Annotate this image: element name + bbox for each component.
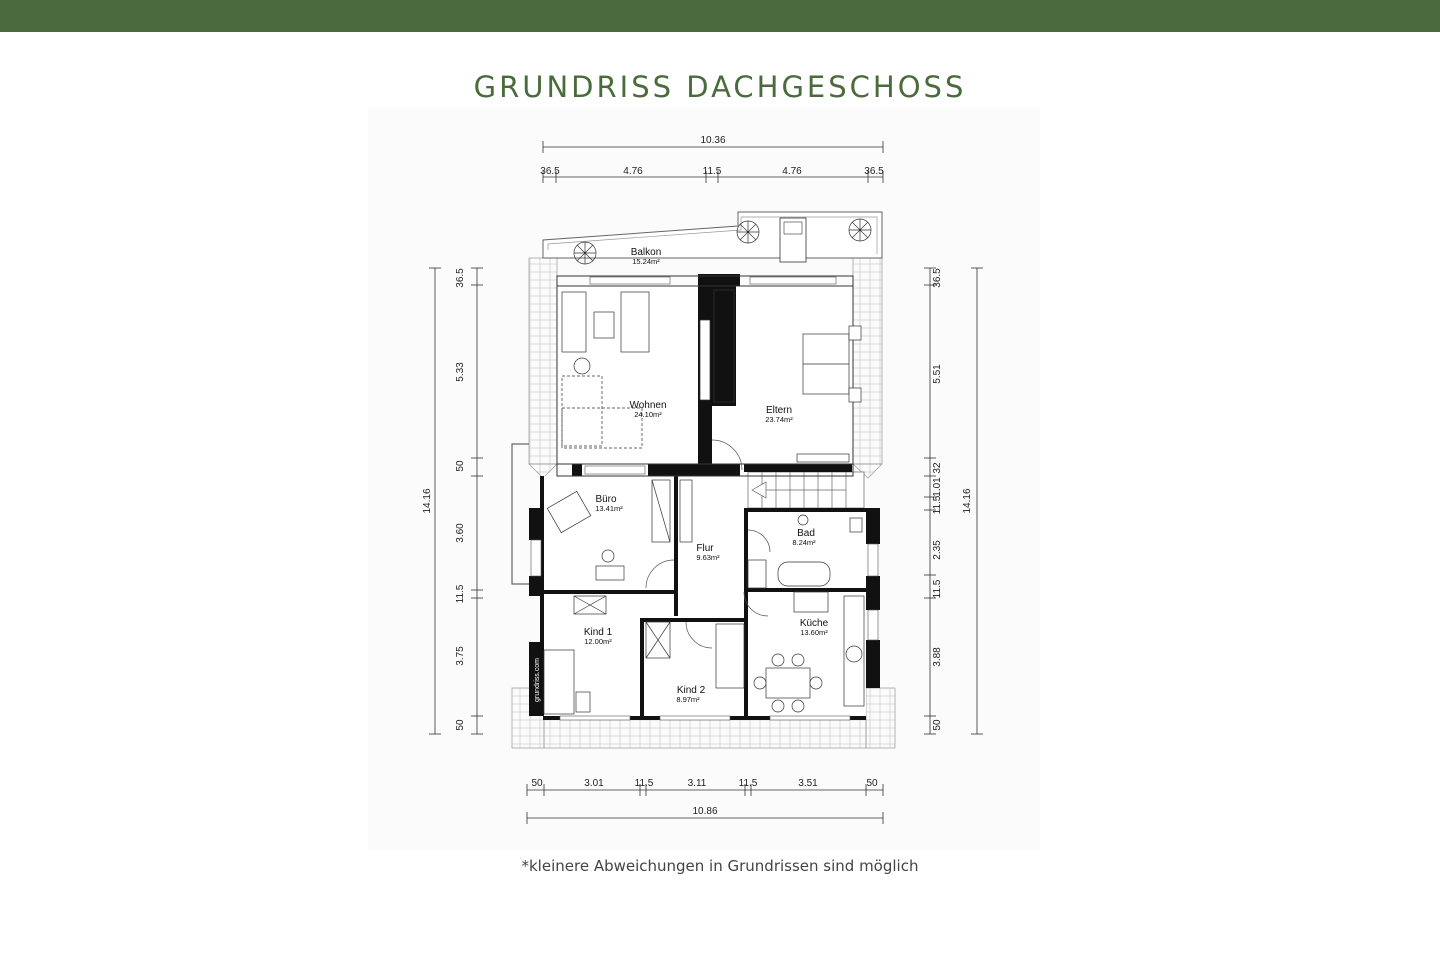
dim-bottom-5: 11.5 xyxy=(738,778,758,789)
room-kind1-name: Kind 1 xyxy=(583,627,613,638)
room-kueche-name: Küche xyxy=(799,618,829,629)
room-eltern-area: 23.74m² xyxy=(765,415,793,424)
dim-bottom-4: 3.11 xyxy=(687,778,707,789)
dim-top-3: 11.5 xyxy=(702,166,722,177)
dim-top-5: 36.5 xyxy=(864,166,884,177)
dim-bottom-7: 50 xyxy=(866,778,878,789)
room-balkon-name: Balkon xyxy=(630,247,662,258)
room-flur-area: 9.63m² xyxy=(696,553,720,562)
dim-top-2: 4.76 xyxy=(623,166,643,177)
dim-top-1: 36.5 xyxy=(540,166,560,177)
dim-right-6: 2.35 xyxy=(932,540,943,560)
dim-bottom-total: 10.86 xyxy=(692,806,718,817)
room-kind1-area: 12.00m² xyxy=(584,637,612,646)
dim-left-3: 50 xyxy=(455,460,466,472)
room-kueche-area: 13.60m² xyxy=(800,628,828,637)
room-bad-area: 8.24m² xyxy=(792,538,816,547)
dim-bottom-1: 50 xyxy=(531,778,543,789)
dim-top-4: 4.76 xyxy=(782,166,802,177)
staircase xyxy=(748,472,864,508)
dim-right-7: 11.5 xyxy=(932,579,943,599)
room-eltern-name: Eltern xyxy=(765,405,793,416)
room-kind2-area: 8.97m² xyxy=(676,695,700,704)
footnote: *kleinere Abweichungen in Grundrissen sind möglich xyxy=(521,857,919,875)
dim-left-2: 5.33 xyxy=(455,362,466,382)
room-buero-name: Büro xyxy=(595,494,617,505)
room-buero-area: 13.41m² xyxy=(595,504,623,513)
dim-left-1: 36.5 xyxy=(455,268,466,288)
dim-right-3: 32 xyxy=(932,462,943,474)
dim-left-4: 3.60 xyxy=(455,523,466,543)
dim-top-total: 10.36 xyxy=(700,135,726,146)
dim-right-4: 1.01 xyxy=(932,477,943,497)
dim-left-total: 14.16 xyxy=(422,488,433,514)
dim-bottom-3: 11.5 xyxy=(634,778,654,789)
dim-bottom-6: 3.51 xyxy=(798,778,818,789)
dim-left-7: 50 xyxy=(455,719,466,731)
page-title: GRUNDRISS DACHGESCHOSS xyxy=(473,70,967,104)
room-balkon-area: 15.24m² xyxy=(632,257,660,266)
watermark-text: grundriss.com xyxy=(534,658,541,702)
room-bad-name: Bad xyxy=(797,528,815,539)
room-wohnen-area: 24.10m² xyxy=(634,410,662,419)
room-wohnen-name: Wohnen xyxy=(629,400,667,411)
dim-left-6: 3.75 xyxy=(455,646,466,666)
dim-left-5: 11.5 xyxy=(455,584,466,604)
dim-right-8: 3.88 xyxy=(932,647,943,667)
dim-right-5: 11.5 xyxy=(932,495,943,515)
dim-right-2: 5.51 xyxy=(932,364,943,384)
dim-right-1: 36.5 xyxy=(932,268,943,288)
dim-right-9: 50 xyxy=(932,719,943,731)
dim-right-total: 14.16 xyxy=(962,488,973,514)
room-kind2-name: Kind 2 xyxy=(676,685,706,696)
room-flur-name: Flur xyxy=(696,543,714,554)
dim-bottom-2: 3.01 xyxy=(584,778,604,789)
